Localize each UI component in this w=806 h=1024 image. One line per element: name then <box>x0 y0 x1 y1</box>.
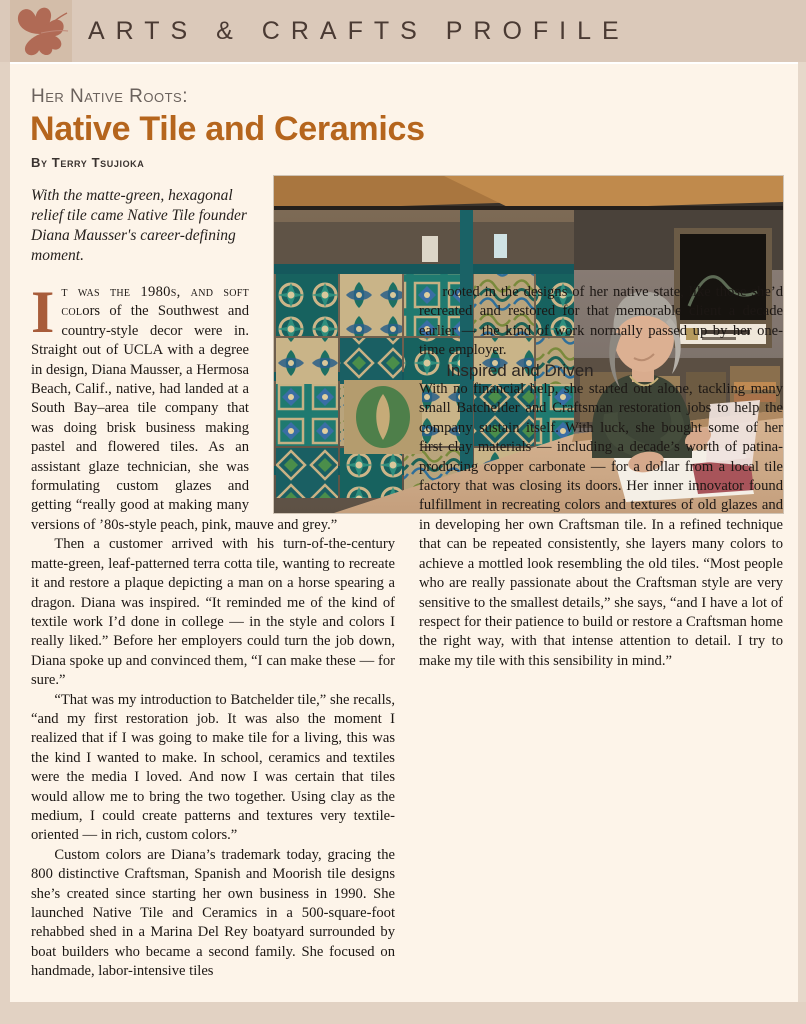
page-header <box>0 0 806 62</box>
body-paragraph: With no financial help, she started out alone, tackling many small Batchelder and Craftsman restoration jobs to help the company sustain itself. With luck, she bought some of her first clay materials — including a decade’s worth of patina-producing copper carbonate — for a dollar from a local tile factory that was closing its doors. Her inner innovator found fulfillment in recreating colors and textures of old glazes and in developing her own Craftsman tile. In a refined technique that can be repeated consistently, she layers many colors to achieve a mottled look resembling the old tiles. “Most people who are really passionate about the Craftsman style are very sensitive to the smallest details,” she says, “and I have a lot of respect for their patience to build or restore a Craftsman home the right way, with that intense attention to detail. I try to make my tile with this sensibility in mind.” <box>419 381 783 669</box>
section-subhead: Inspired and Driven <box>446 360 594 380</box>
drop-cap: I <box>31 279 55 345</box>
body-paragraph: “That was my introduction to Batchelder tile,” she recalls, “and my first restoration job. It was also the moment I realized that if I was going to make tile for a living, this was the kind I wanted to make. In school, ceramics and textiles were the media I loved. And now I was certain that tiles would allow me to bring the two together. Using clay as the medium, I could create patterns and textures very textile-oriented — in rich, custom colors.” <box>31 691 395 844</box>
lead-in-text: t was the 1980s, and soft col <box>61 284 249 320</box>
body-paragraph: rooted in the designs of her native state, like those she’d recreated and restored for that memorable client a decade earlier — the kind of work normally passed up by her one-time employer. <box>419 284 783 359</box>
footer-bar <box>0 1002 806 1024</box>
right-margin-strip <box>798 62 806 1024</box>
article-body <box>31 279 783 983</box>
body-paragraph: Then a customer arrived with his turn-of-the-century matte-green, leaf-patterned terra cotta tile, wanting to recreate it and restore a plaque depicting a man on a horse spearing a dragon. Diana was inspired. “It reminded me of the kind of textile work I’d done in college — in the style and colors I really liked.” Before her employers could turn the job down, Diana spoke up and convinced them, “I can make these — for sure.” <box>31 536 395 689</box>
body-paragraph: Custom colors are Diana’s trademark today, gracing the 800 distinctive Craftsman, Spanish and Moorish tile designs she’s created since starting her own business in 1990. She launched Native Tile and Ceramics in a 500-square-foot rehabbed shed in a Marina Del Rey boatyard surrounded by boat builders who became a second family. She focused on handmade, labor-intensive tiles <box>31 846 395 980</box>
header-title: ARTS & CRAFTS PROFILE <box>88 16 630 45</box>
page-title: Native Tile and Ceramics <box>30 110 425 148</box>
article-kicker: Her Native Roots: <box>31 86 188 107</box>
ginkgo-leaf-icon <box>10 0 72 62</box>
header-rule <box>10 62 798 64</box>
article-deck: With the matte-green, hexagonal relief tile came Native Tile founder Diana Mausser's career-defining moment. <box>31 187 247 264</box>
paragraph-text: ors of the Southwest and country-style decor were in. Straight out of UCLA with a degree in design, Diana Mausser, a Hermosa Beach, Calif., native, had landed at a South Bay–area tile company that was doing brisk business making pastel and flowered tiles. As an assistant glaze technician, she was formulating custom glazes and getting “really good at making many versions of ’80s-style peach, pink, mauve and grey.” <box>31 303 338 533</box>
article-byline: By Terry Tsujioka <box>31 155 145 170</box>
photo-text-wrap-spacer <box>249 283 395 515</box>
left-margin-strip <box>0 0 10 1024</box>
